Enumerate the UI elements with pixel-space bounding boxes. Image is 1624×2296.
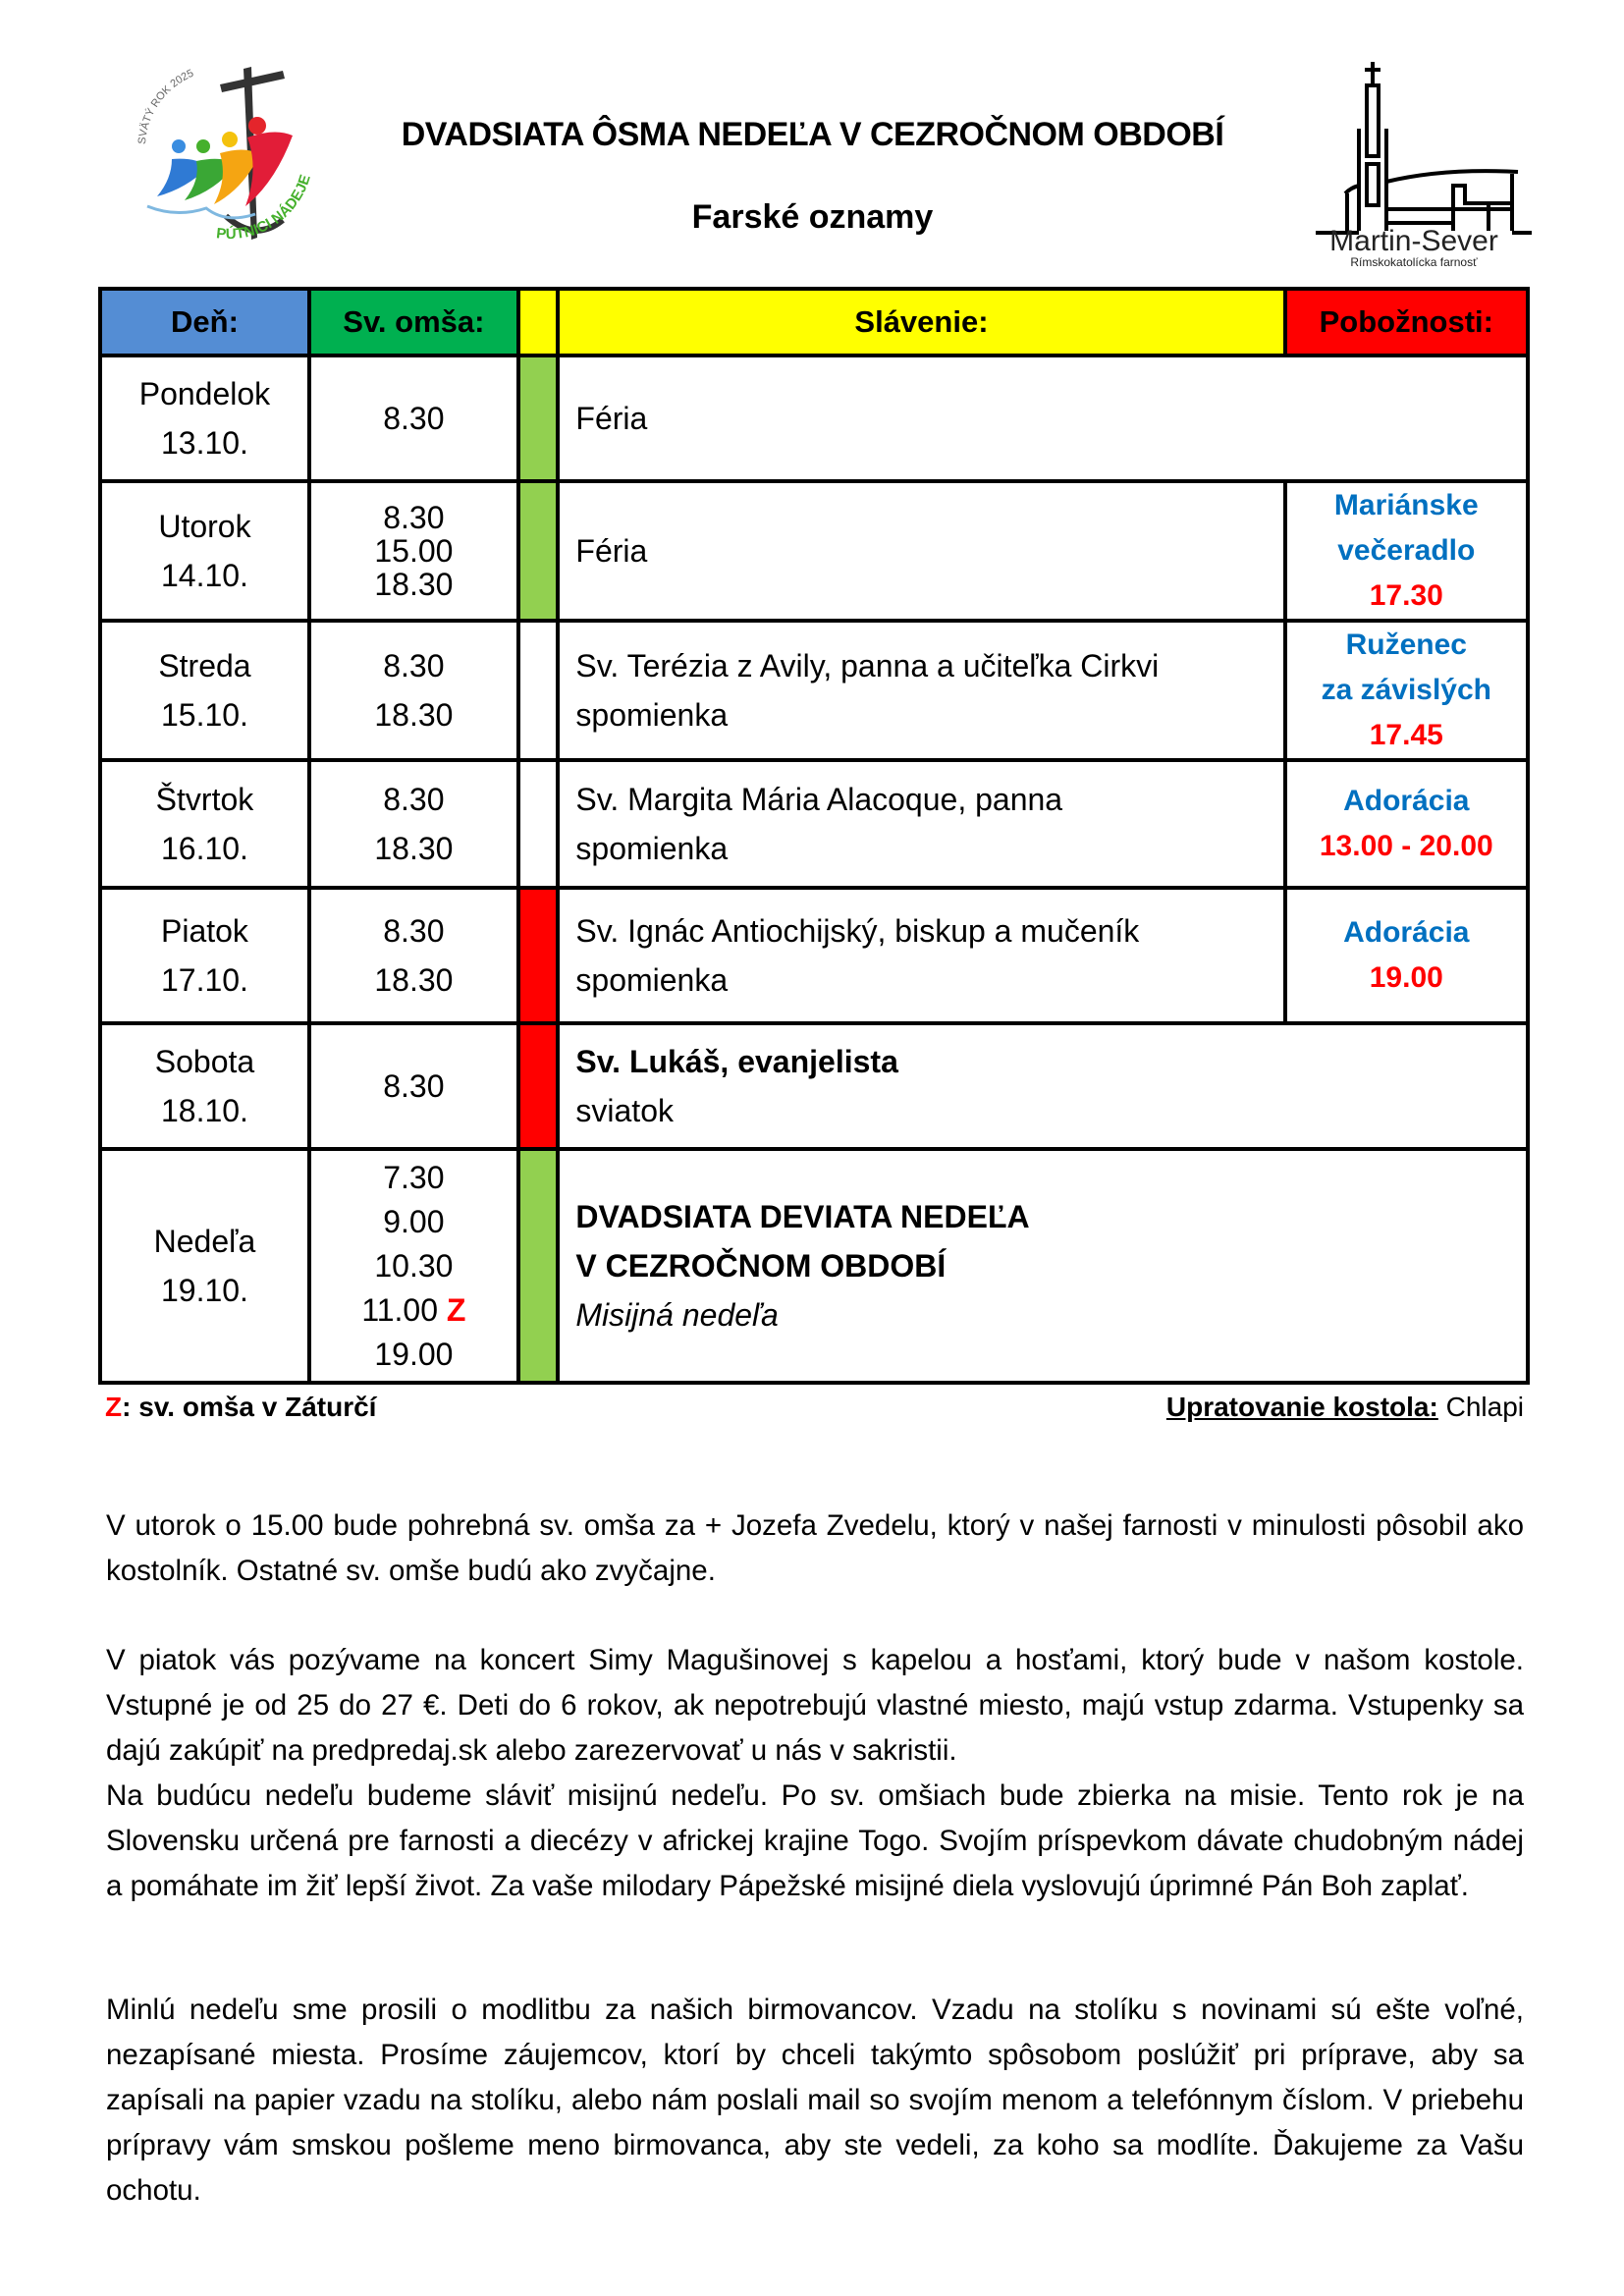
- day-cell: [100, 1023, 309, 1149]
- celebration-text: V CEZROČNOM OBDOBÍ: [575, 1248, 947, 1284]
- day-date: 19.10.: [160, 1273, 248, 1308]
- mass-cell: [309, 481, 518, 621]
- liturgical-color-green: [518, 355, 559, 481]
- devotion-time: 19.00: [1369, 961, 1443, 994]
- celebration-text: Sv. Ignác Antiochijský, biskup a mučeník: [575, 913, 1140, 949]
- celebration-cell: [558, 621, 1284, 760]
- celebration-cell: [558, 355, 1528, 481]
- liturgical-color-green: [518, 1149, 559, 1383]
- devotion-cell: [1285, 621, 1528, 760]
- table-row: [100, 355, 1528, 481]
- celebration-cell: [558, 481, 1284, 621]
- cleaning-value: Chlapi: [1445, 1392, 1524, 1422]
- day-cell: [100, 481, 309, 621]
- celebration-cell: [558, 760, 1284, 888]
- day-date: 15.10.: [160, 697, 248, 733]
- mass-time: 9.00: [383, 1203, 445, 1239]
- celebration-cell: [558, 888, 1284, 1023]
- announcement-paragraph: V utorok o 15.00 bude pohrebná sv. omša za + Jozefa Zvedelu, ktorý v našej farnosti v minulosti pôsobil ako kostolník. Ostatné sv. omše budú ako zvyčajne.: [106, 1509, 1524, 1587]
- mass-time: 11.00: [361, 1291, 439, 1328]
- mass-cell: [309, 888, 518, 1023]
- page-subtitle: Farské oznamy: [691, 198, 934, 236]
- logo-bottom-text: PÚTNICI NÁDEJE: [215, 172, 314, 244]
- day-name: Štvrtok: [155, 782, 254, 817]
- devotion-cell: [1285, 888, 1528, 1023]
- day-date: 14.10.: [160, 558, 248, 593]
- devotion-name: za závislých: [1321, 674, 1491, 706]
- mass-cell: [309, 355, 518, 481]
- logo-top-text: SVÄTÝ ROK 2025: [135, 67, 196, 145]
- celebration-subtitle: Misijná nedeľa: [575, 1297, 779, 1333]
- mass-cell: [309, 760, 518, 888]
- devotion-name: Ruženec: [1345, 629, 1467, 661]
- mass-time: 18.30: [374, 567, 454, 602]
- day-cell: [100, 621, 309, 760]
- day-name: Utorok: [158, 509, 251, 544]
- liturgical-color-red: [518, 1023, 559, 1149]
- devotion-name: večeradlo: [1337, 534, 1476, 567]
- day-cell: [100, 355, 309, 481]
- day-date: 13.10.: [160, 425, 248, 461]
- mass-time-with-marker: [311, 1288, 516, 1333]
- schedule-header-row: [100, 289, 1528, 355]
- celebration-rank: spomienka: [575, 697, 729, 733]
- header-celebration: Slávenie:: [558, 289, 1284, 355]
- announcement-paragraph: Minlú nedeľu sme prosili o modlitbu za našich birmovancov. Vzadu na stolíku s novinami sú ešte voľné, nezapísané miesta. Prosíme záujemcov, ktorí by chceli takýmto spôsobom poslúžiť pri príprave, aby sa zapísali na papier vzadu na stolíku, alebo nám poslali mail so svojím menom a telefónnym číslom. V priebehu prípravy vám smskou pošleme meno birmovanca, aby ste vedeli, za koho sa modlíte. Ďakujeme za Vašu ochotu.: [106, 1994, 1524, 2207]
- mass-time: 10.30: [374, 1247, 454, 1284]
- parish-logo: [1296, 54, 1532, 270]
- table-row: [100, 1149, 1528, 1383]
- celebration-cell: [558, 1023, 1528, 1149]
- devotion-name: Adorácia: [1343, 785, 1470, 817]
- mass-time: 7.30: [383, 1159, 445, 1195]
- celebration-text: Féria: [575, 401, 648, 436]
- table-row: [100, 760, 1528, 888]
- day-name: Nedeľa: [153, 1224, 256, 1259]
- devotion-time: 13.00 - 20.00: [1319, 830, 1493, 862]
- header-day: Deň:: [100, 289, 309, 355]
- mass-time: 18.30: [374, 962, 454, 998]
- devotion-name: Adorácia: [1343, 916, 1470, 949]
- zaturcie-note-marker: Z: [105, 1392, 123, 1422]
- schedule-table: [98, 287, 1530, 1385]
- cleaning-label: Upratovanie kostola:: [1165, 1392, 1438, 1422]
- day-cell: [100, 760, 309, 888]
- day-name: Piatok: [160, 913, 248, 949]
- announcement-paragraph: V piatok vás pozývame na koncert Simy Magušinovej s kapelou a hosťami, ktorý bude v našom kostole. Vstupné je od 25 do 27 €. Deti do 6 rokov, ak nepotrebujú vlastné miesto, majú vstup zdarma. Vstupenky sa dajú zakúpiť na predpredaj.sk alebo zarezervovať u nás v sakristii.: [106, 1644, 1524, 1767]
- table-row: [100, 888, 1528, 1023]
- devotion-cell: [1285, 481, 1528, 621]
- table-row: [100, 481, 1528, 621]
- page-title: DVADSIATA ÔSMA NEDEĽA V CEZROČNOM OBDOBÍ: [401, 116, 1224, 153]
- church-cleaning-note: [1166, 1392, 1524, 1423]
- day-date: 17.10.: [160, 962, 248, 998]
- mass-time: 8.30: [383, 648, 445, 683]
- mass-time: 18.30: [374, 831, 454, 866]
- day-date: 16.10.: [160, 831, 248, 866]
- mass-time: 18.30: [374, 697, 454, 733]
- liturgical-color-white: [518, 621, 559, 760]
- zaturcie-marker: Z: [446, 1291, 466, 1328]
- day-name: Sobota: [154, 1044, 255, 1079]
- mass-time: 8.30: [383, 1068, 445, 1104]
- devotion-time: 17.30: [1369, 579, 1443, 612]
- parish-logo-name: Martin-Sever: [1329, 225, 1498, 257]
- mass-time: 8.30: [383, 913, 445, 949]
- parish-logo-sub: Rímskokatolícka farnosť: [1350, 255, 1478, 269]
- celebration-rank: spomienka: [575, 962, 729, 998]
- mass-time: 19.00: [374, 1336, 454, 1372]
- celebration-cell: [558, 1149, 1528, 1383]
- day-name: Streda: [158, 648, 251, 683]
- mass-cell: [309, 621, 518, 760]
- liturgical-color-green: [518, 481, 559, 621]
- devotion-cell: [1285, 760, 1528, 888]
- celebration-text: DVADSIATA DEVIATA NEDEĽA: [575, 1199, 1030, 1234]
- devotion-time: 17.45: [1369, 719, 1443, 751]
- liturgical-color-white: [518, 760, 559, 888]
- day-date: 18.10.: [160, 1093, 248, 1128]
- header-devotions: Pobožnosti:: [1285, 289, 1528, 355]
- day-cell: [100, 1149, 309, 1383]
- devotion-name: Mariánske: [1333, 489, 1479, 521]
- celebration-rank: sviatok: [575, 1093, 674, 1128]
- celebration-text: Sv. Terézia z Avily, panna a učiteľka Cirkvi: [575, 648, 1160, 683]
- mass-cell: [309, 1149, 518, 1383]
- svg-text:SVÄTÝ ROK 2025: [136, 68, 195, 145]
- liturgical-color-red: [518, 888, 559, 1023]
- mass-time: 8.30: [383, 782, 445, 817]
- header-mass: Sv. omša:: [309, 289, 518, 355]
- mass-time: 15.00: [374, 533, 454, 569]
- announcement-paragraph: Na budúcu nedeľu budeme sláviť misijnú nedeľu. Po sv. omšiach bude zbierka na misie. Tento rok je na Slovensku určená pre farnosti a diecézy v africkej krajine Togo. Svojím príspevkom dávate chudobným nádej a pomáhate im žiť lepší život. Za vaše milodary Pápežské misijné diela vyslovujú úprimné Pán Boh zaplať.: [106, 1779, 1524, 1902]
- celebration-text: Sv. Lukáš, evanjelista: [575, 1044, 898, 1079]
- header-color: [518, 289, 559, 355]
- zaturcie-note: [105, 1392, 376, 1423]
- church-icon: [1296, 54, 1532, 270]
- day-cell: [100, 888, 309, 1023]
- zaturcie-note-text: : sv. omša v Záturčí: [122, 1392, 377, 1422]
- celebration-text: Sv. Margita Mária Alacoque, panna: [575, 782, 1063, 817]
- table-row: [100, 1023, 1528, 1149]
- mass-time: 8.30: [383, 500, 445, 535]
- celebration-rank: spomienka: [575, 831, 729, 866]
- day-name: Pondelok: [138, 376, 271, 411]
- mass-cell: [309, 1023, 518, 1149]
- mass-time: 8.30: [383, 401, 445, 436]
- celebration-text: Féria: [575, 533, 648, 569]
- table-row: [100, 621, 1528, 760]
